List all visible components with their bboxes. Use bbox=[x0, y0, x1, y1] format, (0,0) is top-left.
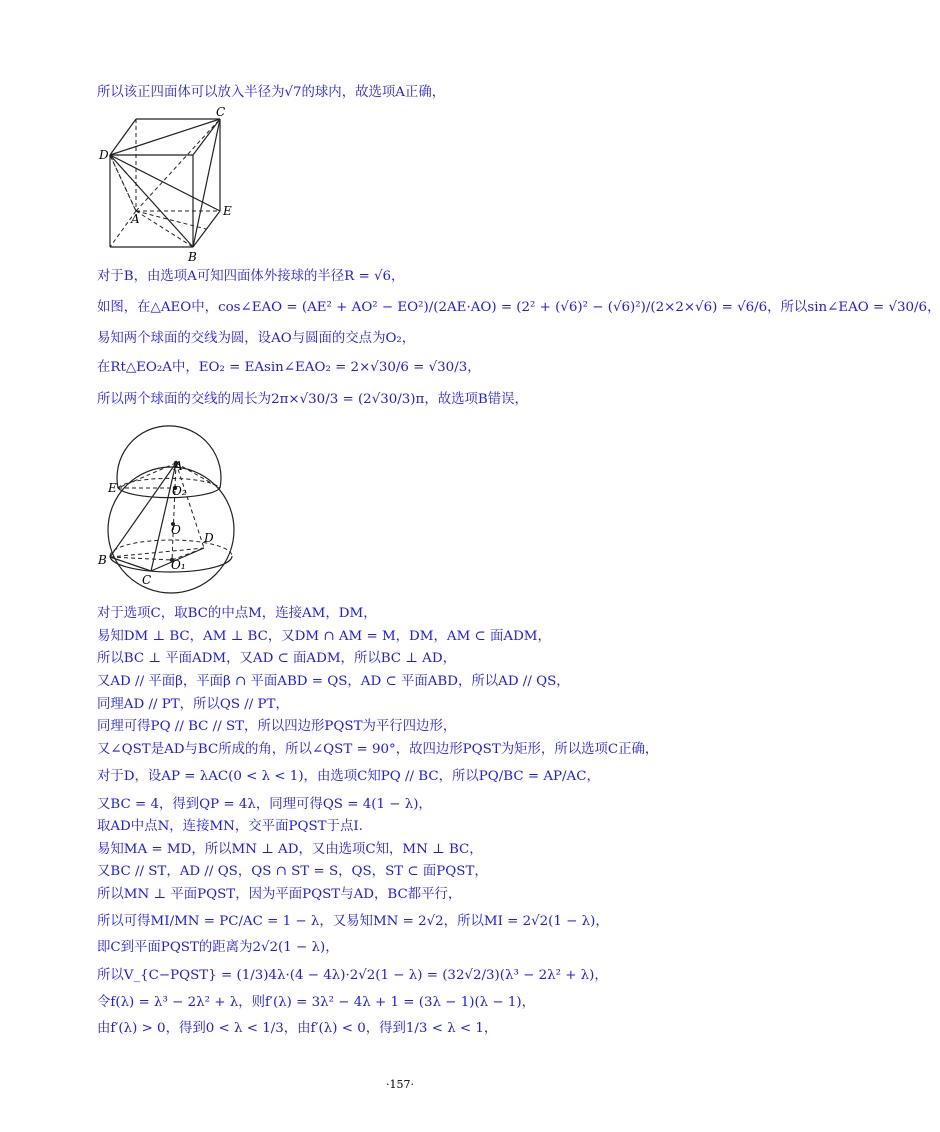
text-line: 所以该正四面体可以放入半径为√7的球内，故选项A正确， bbox=[97, 85, 446, 100]
text-line: 对于B，由选项A可知四面体外接球的半径R = √6， bbox=[97, 269, 405, 284]
text-line: 又AD // 平面β，平面β ∩ 平面ABD = QS，AD ⊂ 平面ABD，所以AD // QS， bbox=[97, 674, 570, 689]
text-line: 易知MA = MD，所以MN ⊥ AD，又由选项C知，MN ⊥ BC， bbox=[97, 842, 483, 857]
cube-figure bbox=[98, 105, 238, 265]
page-number: ·157· bbox=[386, 1078, 414, 1091]
text-line: 易知两个球面的交线为圆，设AO与圆面的交点为O₂， bbox=[97, 331, 416, 346]
text-line: 对于D，设AP = λAC(0 < λ < 1)，由选项C知PQ // BC，所以PQ/BC = AP/AC， bbox=[97, 769, 600, 784]
text-line: 所以两个球面的交线的周长为2π×√30/3 = (2√30/3)π，故选项B错误， bbox=[97, 392, 528, 407]
label-D: D bbox=[99, 148, 109, 162]
label-B: B bbox=[188, 250, 197, 264]
text-line: 对于选项C，取BC的中点M，连接AM，DM， bbox=[97, 606, 377, 621]
label-E: E bbox=[108, 481, 117, 495]
text-line: 所以V_{C−PQST} = (1/3)4λ·(4 − 4λ)·2√2(1 − λ) = (32√2/3)(λ³ − 2λ² + λ)， bbox=[97, 968, 608, 983]
label-A: A bbox=[174, 459, 183, 473]
text-line: 由f′(λ) > 0，得到0 < λ < 1/3，由f′(λ) < 0，得到1/3 < λ < 1， bbox=[97, 1021, 498, 1036]
text-line: 又BC = 4，得到QP = 4λ，同理可得QS = 4(1 − λ)， bbox=[97, 797, 432, 812]
text-line: 又BC // ST，AD // QS，QS ∩ ST = S，QS，ST ⊂ 面PQST， bbox=[97, 864, 488, 879]
label-E: E bbox=[223, 204, 232, 218]
label-D: D bbox=[204, 531, 214, 545]
text-line: 在Rt△EO₂A中，EO₂ = EAsin∠EAO₂ = 2×√30/6 = √30/3， bbox=[97, 360, 481, 375]
label-O: O bbox=[171, 523, 181, 537]
text-line: 所以可得MI/MN = PC/AC = 1 − λ，又易知MN = 2√2，所以MI = 2√2(1 − λ)， bbox=[97, 914, 609, 929]
label-B: B bbox=[98, 553, 107, 567]
label-O2: O₂ bbox=[172, 484, 187, 498]
text-line: 易知DM ⊥ BC，AM ⊥ BC，又DM ∩ AM = M，DM，AM ⊂ 面ADM， bbox=[97, 629, 551, 644]
text-line: 令f(λ) = λ³ − 2λ² + λ，则f′(λ) = 3λ² − 4λ + 1 = (3λ − 1)(λ − 1)， bbox=[97, 995, 536, 1010]
text-line: 同理可得PQ // BC // ST，所以四边形PQST为平行四边形， bbox=[97, 719, 457, 734]
label-O1: O₁ bbox=[171, 558, 186, 572]
text-line: 所以BC ⊥ 平面ADM，又AD ⊂ 面ADM，所以BC ⊥ AD， bbox=[97, 651, 456, 666]
text-line: 如图，在△AEO中，cos∠EAO = (AE² + AO² − EO²)/(2AE·AO) = (2² + (√6)² − (√6)²)/(2×2×√6) = √6/6，所以sin∠EAO = √30/6， bbox=[97, 300, 940, 315]
text-line: 即C到平面PQST的距离为2√2(1 − λ)， bbox=[97, 940, 339, 955]
label-A: A bbox=[131, 212, 140, 226]
text-line: 又∠QST是AD与BC所成的角，所以∠QST = 90°，故四边形PQST为矩形，所以选项C正确， bbox=[97, 742, 659, 757]
text-line: 所以MN ⊥ 平面PQST，因为平面PQST与AD，BC都平行， bbox=[97, 887, 462, 902]
two-spheres-figure bbox=[96, 420, 246, 592]
label-C: C bbox=[216, 105, 226, 119]
text-line: 同理AD // PT，所以QS // PT， bbox=[97, 697, 289, 712]
text-line: 取AD中点N，连接MN，交平面PQST于点I. bbox=[97, 819, 363, 834]
label-C: C bbox=[142, 573, 152, 587]
